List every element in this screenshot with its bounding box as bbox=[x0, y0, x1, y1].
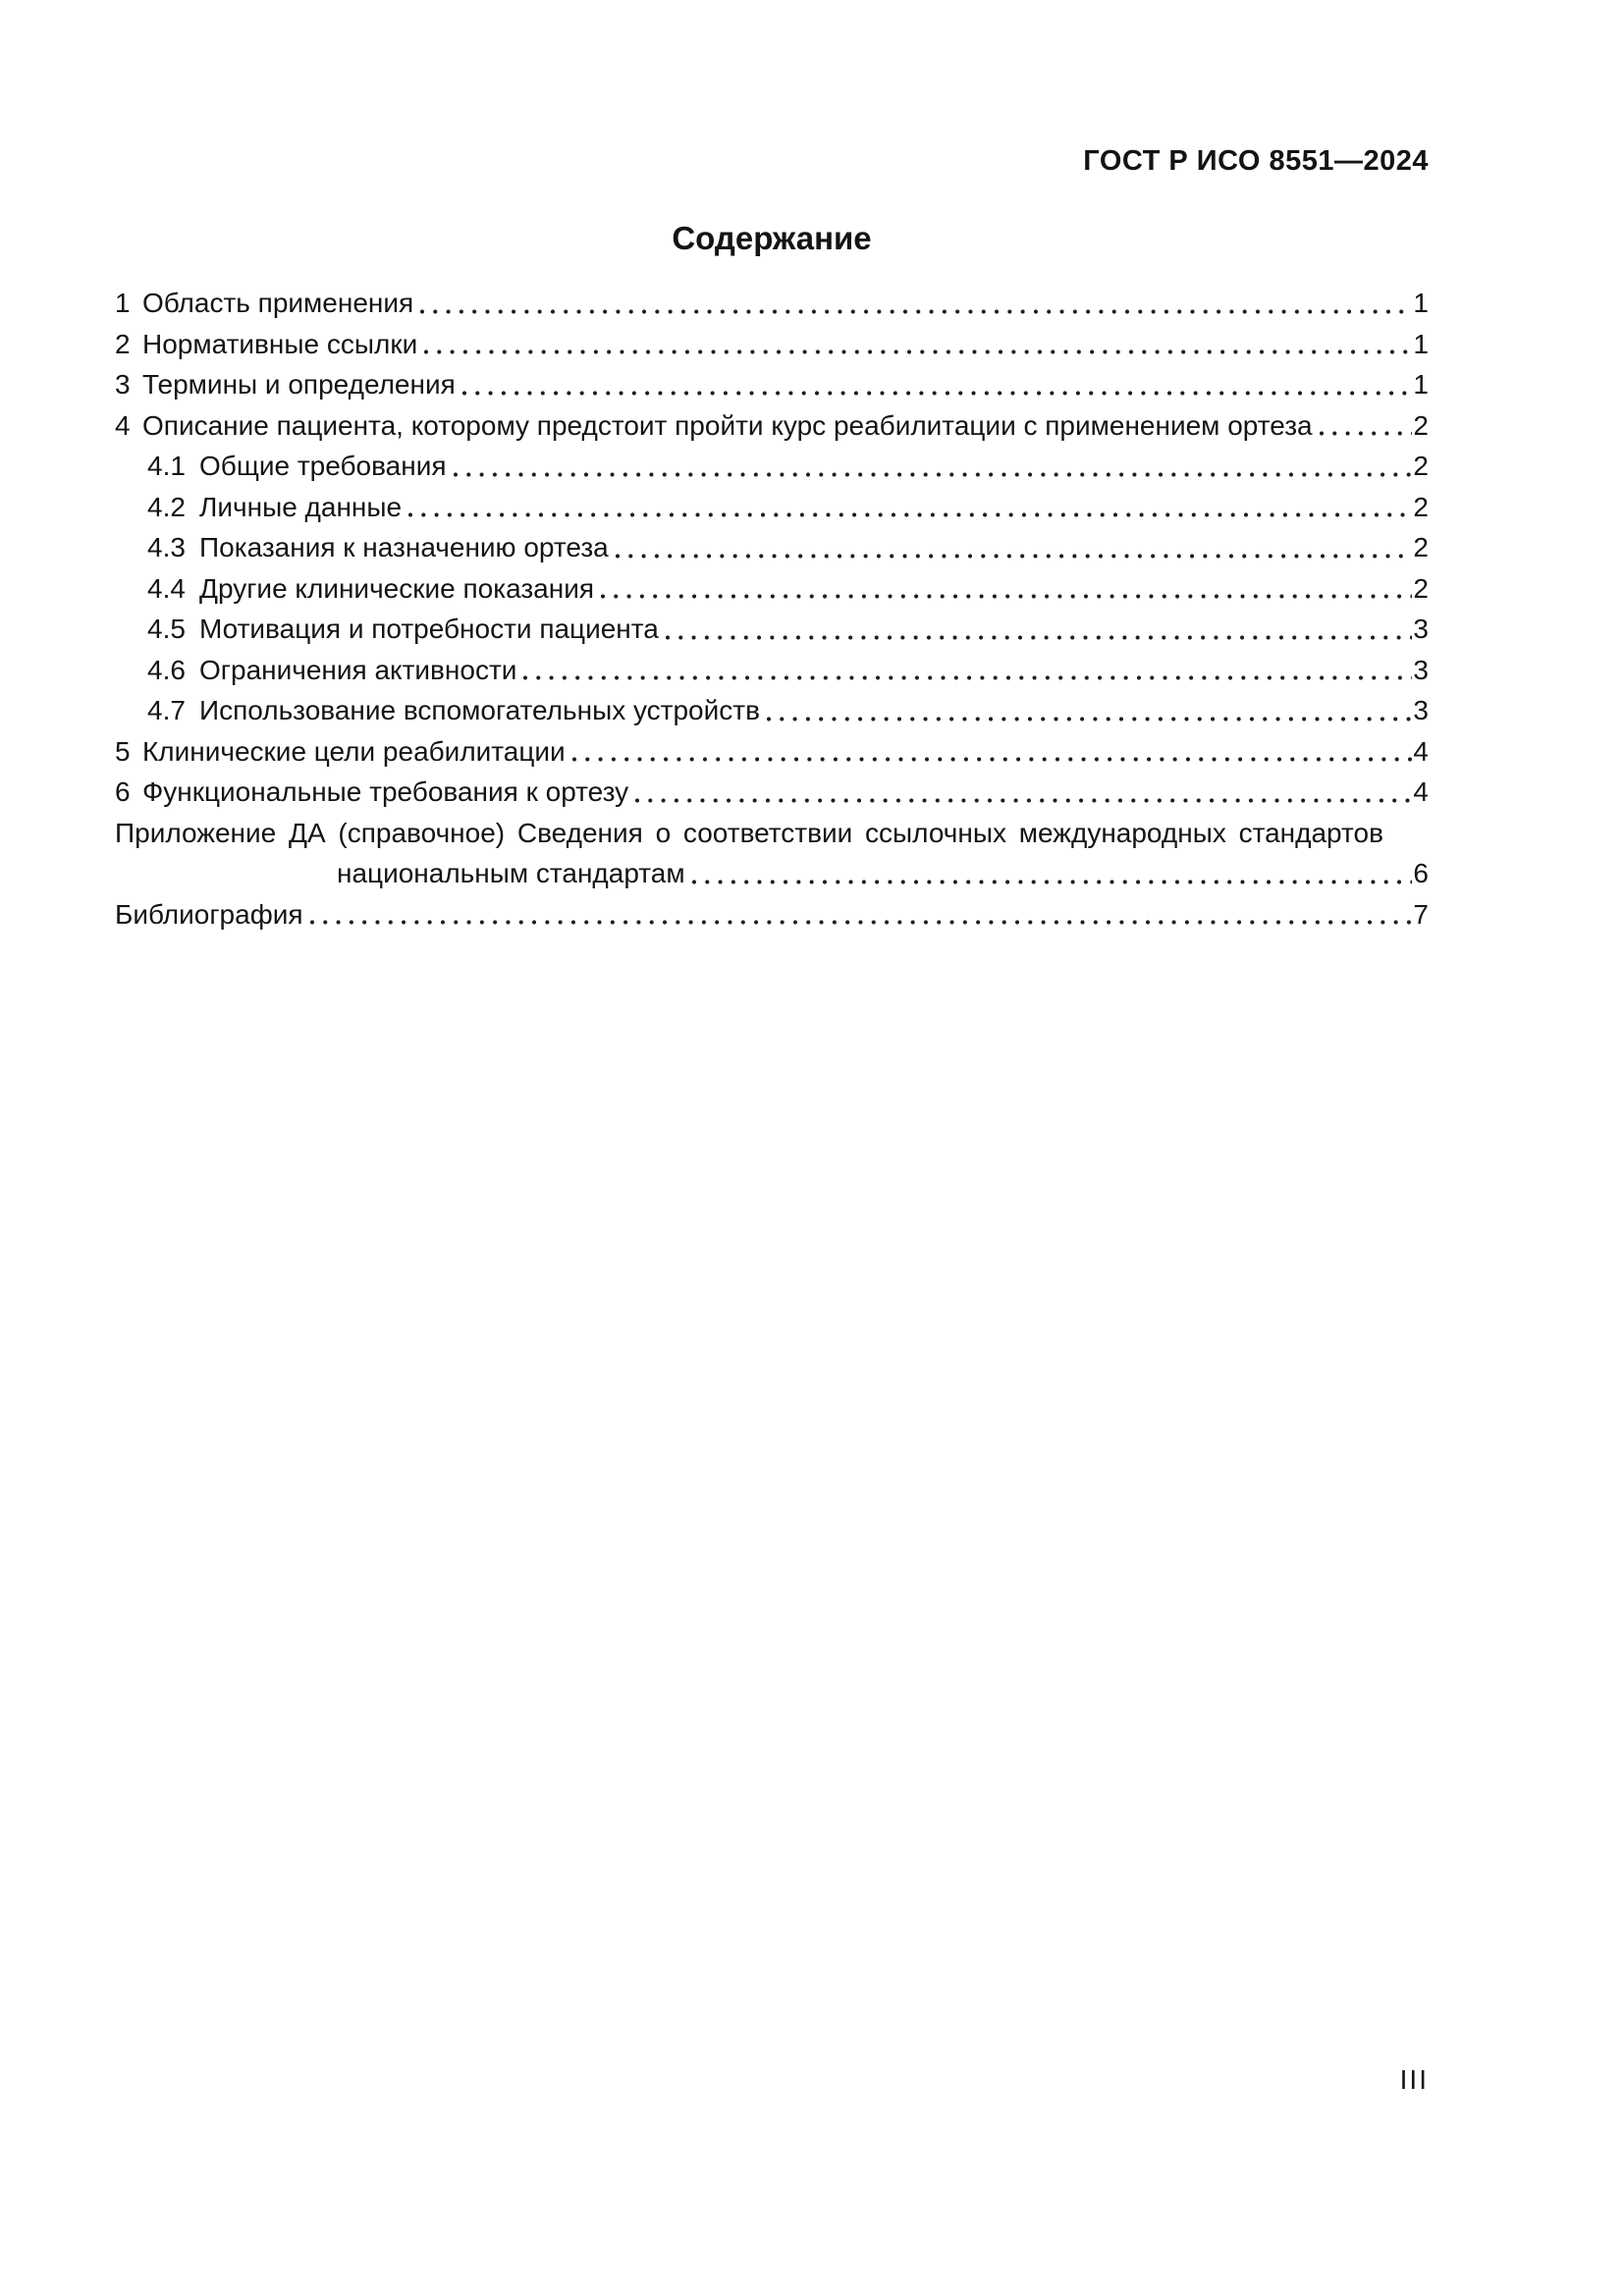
table-of-contents bbox=[115, 283, 1429, 934]
toc-entry-label: Ограничения активности bbox=[199, 654, 517, 685]
toc-entry bbox=[115, 364, 1429, 405]
standard-code: ГОСТ Р ИСО 8551—2024 bbox=[1083, 145, 1429, 177]
toc-dot-leader bbox=[408, 511, 1412, 518]
toc-entry-number: 1 bbox=[115, 288, 131, 318]
toc-entry-page: 4 bbox=[1413, 735, 1429, 767]
toc-dot-leader bbox=[692, 879, 1413, 885]
toc-entry bbox=[115, 324, 1429, 365]
toc-entry-page: 2 bbox=[1413, 532, 1429, 562]
toc-entry-label: Мотивация и потребности пациента bbox=[199, 614, 659, 644]
toc-entry bbox=[115, 609, 1429, 650]
toc-dot-leader bbox=[572, 756, 1413, 763]
toc-entry-label: национальным стандартам bbox=[337, 858, 685, 888]
toc-dot-leader bbox=[310, 919, 1413, 926]
toc-entry-number: 4.2 bbox=[147, 491, 186, 522]
toc-entry bbox=[115, 487, 1429, 528]
toc-entry-label: Общие требования bbox=[199, 451, 447, 481]
toc-entry bbox=[115, 283, 1429, 324]
toc-entry bbox=[115, 405, 1429, 447]
toc-dot-leader bbox=[1320, 430, 1413, 437]
page-number: III bbox=[1399, 2064, 1429, 2095]
toc-entry-label: Описание пациента, которому предстоит пройти курс реабилитации с применением ортеза bbox=[142, 409, 1313, 441]
toc-entry-label: Область применения bbox=[142, 288, 414, 318]
toc-entry-page: 3 bbox=[1413, 614, 1429, 644]
toc-entry-page: 3 bbox=[1413, 654, 1429, 685]
toc-entry-number: 4.3 bbox=[147, 532, 186, 562]
toc-entry-number: 4.1 bbox=[147, 451, 186, 481]
toc-entry bbox=[115, 772, 1429, 813]
toc-entry-page: 6 bbox=[1413, 858, 1429, 888]
toc-entry bbox=[115, 446, 1429, 487]
toc-entry-label: Клинические цели реабилитации bbox=[142, 735, 566, 767]
toc-entry-number: 6 bbox=[115, 776, 131, 807]
toc-entry-page: 1 bbox=[1413, 288, 1429, 318]
toc-entry-page: 7 bbox=[1413, 898, 1429, 930]
toc-entry bbox=[115, 650, 1429, 691]
toc-entry-number: 4.7 bbox=[147, 695, 186, 725]
toc-entry-label: Личные данные bbox=[199, 491, 403, 522]
toc-dot-leader bbox=[454, 471, 1413, 478]
toc-entry-number: 5 bbox=[115, 735, 131, 767]
toc-entry bbox=[115, 690, 1429, 731]
toc-entry-label: Функциональные требования к ортезу bbox=[142, 776, 629, 807]
toc-entry-label: Термины и определения bbox=[142, 369, 456, 400]
toc-entry bbox=[115, 894, 1429, 935]
toc-entry-label: Библиография bbox=[115, 898, 303, 930]
toc-entry bbox=[115, 527, 1429, 568]
toc-entry-number: 2 bbox=[115, 328, 131, 359]
toc-entry-number: 4.4 bbox=[147, 572, 186, 604]
toc-entry-page: 4 bbox=[1413, 776, 1429, 807]
toc-entry-label: Нормативные ссылки bbox=[142, 328, 418, 359]
toc-entry-number: 4.6 bbox=[147, 654, 186, 685]
toc-dot-leader bbox=[666, 634, 1413, 641]
toc-dot-leader bbox=[523, 674, 1412, 681]
toc-entry-page: 1 bbox=[1413, 328, 1429, 359]
page-footer bbox=[115, 2064, 1429, 2096]
toc-dot-leader bbox=[462, 390, 1413, 397]
toc-entry-continuation bbox=[115, 853, 1429, 894]
toc-entry-page: 2 bbox=[1413, 572, 1429, 604]
toc-dot-leader bbox=[424, 348, 1412, 355]
toc-entry-number: 4 bbox=[115, 409, 131, 441]
toc-entry-number: 3 bbox=[115, 369, 131, 400]
toc-entry bbox=[115, 731, 1429, 773]
page-title: Содержание bbox=[672, 220, 872, 256]
toc-entry-page: 2 bbox=[1413, 409, 1429, 441]
toc-dot-leader bbox=[767, 716, 1412, 722]
toc-dot-leader bbox=[616, 553, 1413, 560]
toc-entry bbox=[115, 568, 1429, 610]
toc-entry-page: 3 bbox=[1413, 695, 1429, 725]
toc-entry-label: Использование вспомогательных устройств bbox=[199, 695, 760, 725]
toc-entry-page: 2 bbox=[1413, 491, 1429, 522]
toc-entry-label: Показания к назначению ортеза bbox=[199, 532, 609, 562]
toc-entry-number: 4.5 bbox=[147, 614, 186, 644]
toc-dot-leader bbox=[601, 593, 1412, 600]
toc-entry-page: 2 bbox=[1413, 451, 1429, 481]
toc-dot-leader bbox=[420, 308, 1412, 315]
document-header bbox=[115, 145, 1429, 178]
toc-entry-label: Другие клинические показания bbox=[199, 572, 595, 604]
toc-dot-leader bbox=[635, 797, 1412, 804]
toc-entry-label: Приложение ДА (справочное) Сведения о соответствии ссылочных международных стандартов bbox=[115, 817, 1383, 848]
toc-entry bbox=[115, 813, 1429, 854]
toc-entry-page: 1 bbox=[1413, 369, 1429, 400]
